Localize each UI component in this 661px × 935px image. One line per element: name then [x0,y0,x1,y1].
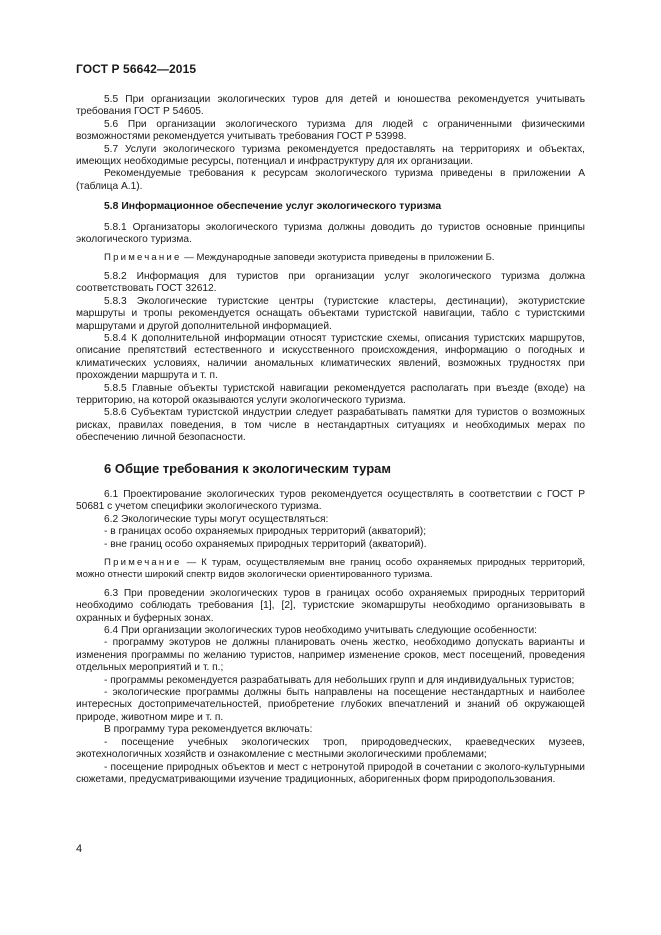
paragraph-5-5: 5.5 При организации экологических туров для детей и юношества рекомендуется учитывать требования ГОСТ Р 54605. [76,94,585,118]
paragraph-5-8-5: 5.8.5 Главные объекты туристской навигации рекомендуется располагать при въезде (входе) на территорию, на которой оказываются услуги экологического туризма. [76,382,585,406]
note-label: Примечание [104,252,182,264]
list-item: - программу экотуров не должны планировать очень жестко, необходимо допускать варианты и изменения программы по желанию туристов, например изменение сроков, мест посещений, проведения отдельных мероприятий и т. п.; [76,637,585,674]
paragraph-5-8-3: 5.8.3 Экологические туристские центры (туристские кластеры, дестинации), экотуристские маршруты и тропы рекомендуется оснащать объектами туристской навигации, табло с туристскими маршрутами и другой дополнительной информацией. [76,295,585,332]
paragraph-6-4: 6.4 При организации экологических туров необходимо учитывать следующие особенности: [104,625,537,637]
heading-section-6: 6 Общие требования к экологическим турам [104,460,391,476]
list-item: - программы рекомендуется разрабатывать для небольших групп и для индивидуальных туристов; [104,674,575,686]
list-item: - в границах особо охраняемых природных территорий (акваторий); [104,526,427,538]
paragraph-5-6: 5.6 При организации экологического туризма для людей с ограниченными физическими возможностями рекомендуется учитывать требования ГОСТ Р 53998. [76,118,585,143]
paragraph-5-8-6: 5.8.6 Субъектам туристской индустрии следует разрабатывать памятки для туристов о возможных рисках, правилах поведения, в том числе в нестандартных ситуациях и необходимых мерах по обеспечению личной безопасности. [76,407,585,444]
paragraph-resources: Рекомендуемые требования к ресурсам экологического туризма приведены в приложении А (таблица А.1). [76,168,585,192]
list-item: - вне границ особо охраняемых природных территорий (акваторий). [104,538,427,550]
note-5-8 [76,252,585,264]
paragraph-5-8-2: 5.8.2 Информация для туристов при организации услуг экологического туризма должна соответствовать ГОСТ 32612. [76,270,585,295]
paragraph-5-7: 5.7 Услуги экологического туризма рекомендуется предоставлять на территориях и объектах, имеющих необходимые ресурсы, потенциал и инфраструктуру для их организации. [76,143,585,168]
paragraph-6-1: 6.1 Проектирование экологических туров рекомендуется осуществлять в соответствии с ГОСТ Р 50681 с учетом специфики экологического туризма. [76,488,585,513]
note-label: Примечание [104,557,182,568]
note-text: — К турам, осуществляемым вне границ особо охраняемых природных территорий, можно отнести широкий спектр видов экологически ориентированного туризма. [76,557,585,581]
list-item: - экологические программы должны быть направлены на посещение нестандартных и наиболее интересных достопримечательностей, приобретение глубоких впечатлений и знаний об окружающей природе, животном мире и т. п. [76,687,585,723]
document-body [76,94,585,786]
paragraph-5-8-4: 5.8.4 К дополнительной информации относят туристские схемы, описания туристских маршрутов, описание препятствий естественного и искусственного происхождения, информацию о погодных и климатических условиях, наличии аномальных климатических явлений, возможных трудностях при прохождении маршрута и т. п. [76,332,585,382]
paragraph-program-intro: В программу тура рекомендуется включать: [104,724,313,736]
note-text: — Международные заповеди экотуриста приведены в приложении Б. [181,252,495,264]
list-item: - посещение природных объектов и мест с нетронутой природой в сочетании с эколого-культурными сюжетами, предусматривающими изучение традиционных, аборигенных форм природопользования. [76,761,585,785]
note-6-2 [76,557,585,582]
list-item: - посещение учебных экологических троп, природоведческих, краеведческих музеев, экотехнологичных хозяйств и ознакомление с местными экологическими проблемами; [76,736,585,761]
paragraph-6-2: 6.2 Экологические туры могут осуществляться: [104,513,329,525]
paragraph-5-8-1: 5.8.1 Организаторы экологического туризма должны доводить до туристов основные принципы экологического туризма. [76,221,585,246]
paragraph-6-3: 6.3 При проведении экологических туров в границах особо охраняемых природных территорий необходимо соблюдать требования [1], [2], туристские экомаршруты необходимо организовывать в охранных и буферных зонах. [76,587,585,624]
heading-section-5-8: 5.8 Информационное обеспечение услуг экологического туризма [104,201,442,213]
document-header: ГОСТ Р 56642—2015 [76,62,197,76]
page-number: 4 [76,843,83,855]
